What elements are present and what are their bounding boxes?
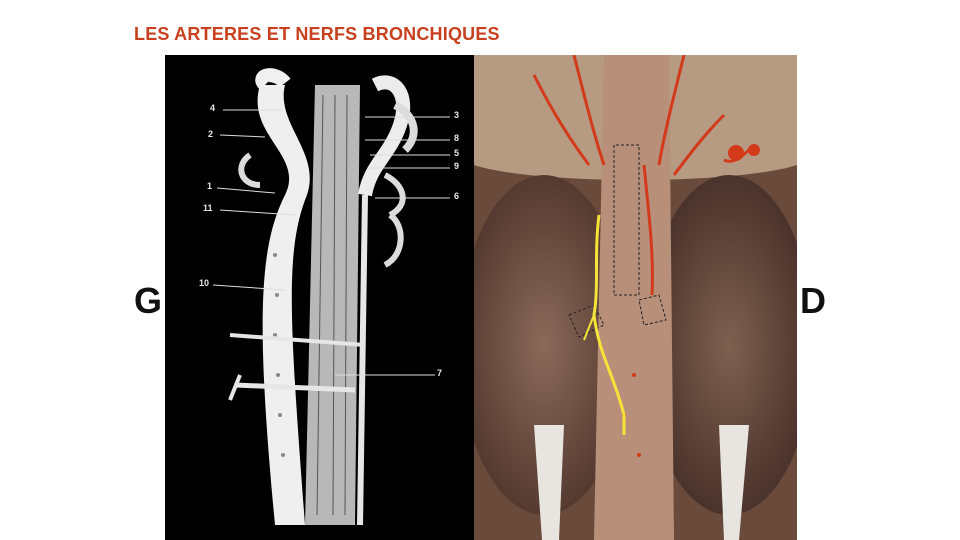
- callout-label: 7: [437, 368, 443, 378]
- callout-label: 8: [454, 133, 460, 143]
- callout-label: 5: [454, 148, 460, 158]
- right-side-label: D: [800, 280, 826, 321]
- callout-label: 9: [454, 161, 460, 171]
- drawing-illustration: [165, 55, 474, 540]
- left-side-label: G: [134, 280, 163, 321]
- callout-label: 3: [454, 110, 460, 120]
- callout-label: 4: [210, 103, 216, 113]
- callout-label: 2: [208, 129, 214, 139]
- dissection-illustration: [474, 55, 797, 540]
- dissection-photo: [474, 55, 797, 540]
- callout-label: 11: [203, 203, 213, 213]
- slide-title: LES ARTERES ET NERFS BRONCHIQUES: [134, 24, 500, 44]
- callout-label: 6: [454, 191, 460, 201]
- callout-label: 10: [199, 278, 210, 288]
- callout-label: 1: [207, 181, 213, 191]
- anatomical-drawing: [165, 55, 474, 540]
